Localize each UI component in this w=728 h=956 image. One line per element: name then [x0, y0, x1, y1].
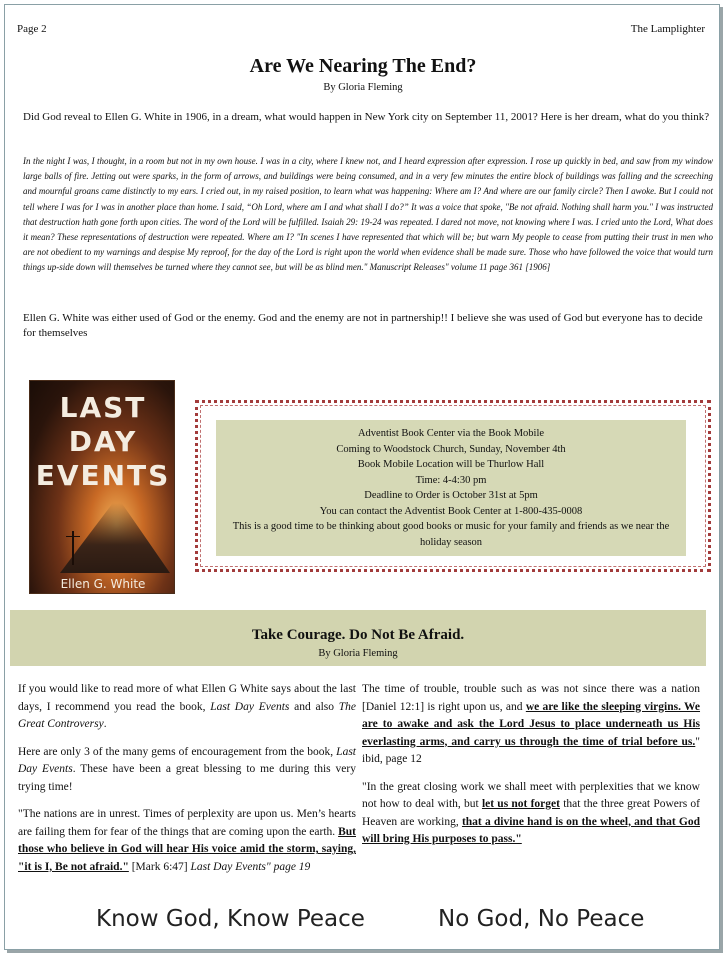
book-title-line: EVENTS	[35, 459, 171, 492]
book-title-line: DAY	[68, 425, 138, 458]
text: Here are only 3 of the many gems of encouragement from the book,	[18, 745, 337, 758]
text: [Mark 6:47]	[128, 860, 191, 873]
paragraph	[362, 681, 700, 769]
dream-quote: In the night I was, I thought, in a room but not in my own house. I was in a city, where I knew not, and I heard expression after expression. I rose up quickly in bed, and saw from my window large balls of fire. Jetting out were sparks, in the form of arrows, and buildings were being consumed, and in a very few minutes the entire block of buildings was falling and the screeching and mournful groans came distinctly to my ears. I cried out, in my raised position, to learn what was happening: Where am I? And where are our family circle? Then I awoke. But I could not tell where I was for I was in another place than home. I said, “Oh Lord, where am I and what shall I do?” It was a voice that spoke, "Be not afraid. Nothing shall harm you." I was instructed that destruction hath gone forth upon cities. The word of the Lord will be fulfilled. Isaiah 29: 19-24 was repeated. I dared not move, not knowing where I was. I cried unto the Lord, What does it mean? These representations of destruction were repeated. Where am I? "In scenes I have represented that which will be; but warn My people to cease from putting their trust in men who are not obedient to my warnings and despise My reproof, for the day of the Lord is right upon the world when evidence shall be made sure. Those who have followed the voice that would turn things up-side down will themselves be turned where they cannot see, but will be as blind men." Manuscript Releases" volume 11 page 361 [1906]	[23, 156, 713, 273]
text: .	[103, 718, 107, 730]
text: . These have been a great blessing to me during this very trying time!	[18, 763, 356, 793]
footer-slogan-right: No God, No Peace	[438, 906, 645, 932]
telephone-pole-crossbar	[66, 536, 80, 537]
notice-line: Adventist Book Center via the Book Mobile	[357, 428, 545, 439]
article-title: Are We Nearing The End?	[249, 55, 477, 77]
notice-line: You can contact the Adventist Book Center at 1-800-435-0008	[319, 505, 583, 517]
page-number: Page 2	[17, 23, 47, 35]
book-title-ref: Last Day Events	[18, 745, 356, 775]
book-cover-title	[30, 391, 175, 493]
section-title: Take Courage. Do Not Be Afraid.	[251, 627, 465, 643]
notice-line: Time: 4-4:30 pm	[415, 474, 487, 486]
notice-line: Coming to Woodstock Church, Sunday, November 4th	[336, 443, 566, 455]
text: that the three great Powers of Heaven are working,	[362, 798, 700, 828]
book-title-ref: The Great Controversy	[18, 700, 356, 730]
article-byline: By Gloria Fleming	[323, 82, 403, 93]
right-column	[362, 681, 700, 859]
text: The time of trouble, trouble such as was not since there was a nation [Daniel 12:1] is right upon us, and	[362, 683, 700, 713]
footer-slogan-left: Know God, Know Peace	[96, 906, 365, 932]
emphasis: let us not forget	[481, 798, 560, 810]
paragraph	[18, 806, 356, 876]
notice-line: Book Mobile Location will be Thurlow Hall	[357, 459, 545, 470]
text: If you would like to read more of what Ellen G White says about the last days, I recommend you read the book,	[18, 683, 356, 713]
book-cover-author: Ellen G. White	[60, 577, 146, 591]
book-cover-image	[29, 380, 175, 594]
citation: Last Day Events" page 19	[190, 860, 311, 873]
paragraph	[362, 779, 700, 849]
road-illustration	[60, 503, 170, 573]
book-title-ref: Last Day Events	[210, 700, 290, 713]
article-closing: Ellen G. White was either used of God or the enemy. God and the enemy are not in partnership!! I believe she was used of God but everyone has to decide for themselves	[23, 312, 703, 339]
book-mobile-notice	[216, 420, 686, 556]
section-byline: By Gloria Fleming	[318, 648, 398, 659]
book-mobile-notice-frame	[195, 400, 711, 572]
paragraph	[18, 681, 356, 734]
emphasis: we are like the sleeping virgins. We are to awake and ask the Lord Jesus to place underneath us His everlasting arms, and carry us through the time of trial before us.	[362, 700, 701, 748]
text: and also	[289, 700, 339, 713]
emphasis: that a divine hand is on the wheel, and that God will bring His purposes to pass."	[362, 815, 700, 845]
citation: " ibid, page 12	[362, 735, 700, 765]
article-intro: Did God reveal to Ellen G. White in 1906, in a dream, what would happen in New York city on September 11, 2001? Here is her dream, what do you think?	[23, 111, 710, 123]
book-title-line: LAST	[59, 391, 147, 424]
text: "The nations are in unrest. Times of perplexity are upon us. Men’s hearts are failing them for fear of the things that are coming upon the earth.	[18, 808, 356, 838]
left-column	[18, 681, 356, 886]
notice-line: Deadline to Order is October 31st at 5pm	[364, 490, 538, 501]
notice-line: This is a good time to be thinking about good books or music for your family and friends as we near the holiday season	[232, 521, 670, 548]
text: "In the great closing work we shall meet with perplexities that we know not how to deal with, but	[362, 780, 700, 810]
emphasis: But those who believe in God will hear His voice amid the storm, saying, "it is I, Be not afraid."	[18, 825, 356, 873]
publication-name: The Lamplighter	[630, 23, 705, 35]
paragraph	[18, 744, 356, 797]
